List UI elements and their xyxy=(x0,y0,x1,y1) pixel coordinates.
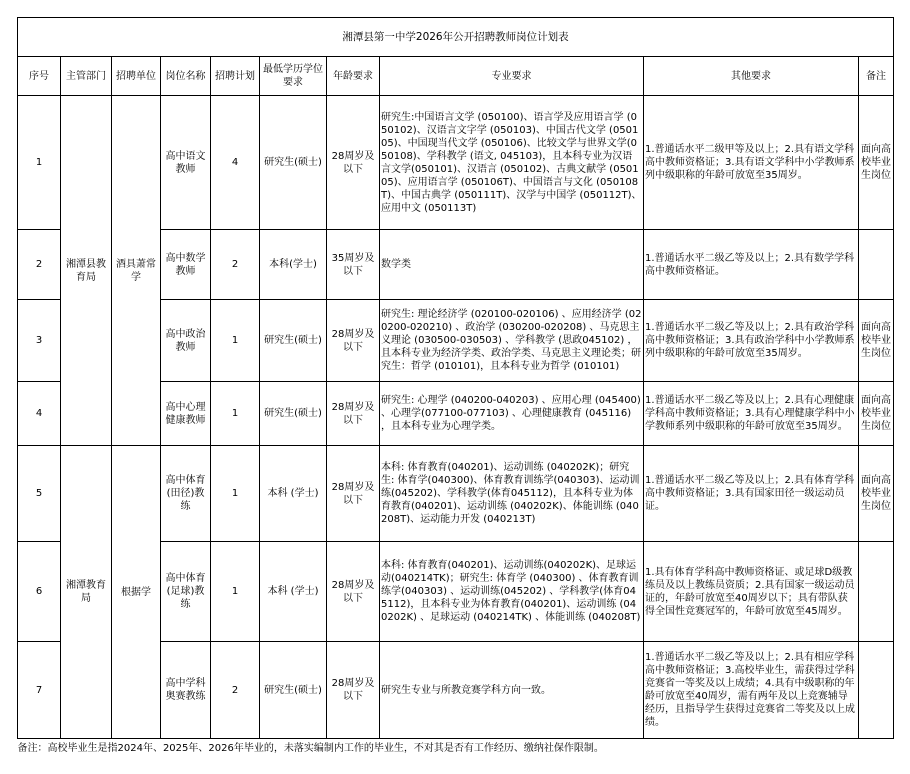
row-remark: 面向高校毕业生岗位 xyxy=(859,96,894,230)
row-edu: 研究生(硕士) xyxy=(260,300,327,382)
row-other: 1.普通话水平二级乙等及以上；2.具有心理健康学科高中教师资格证；3.具有心理健康学科中小学教师系列中级职称的年龄可放宽至35周岁。 xyxy=(644,382,859,446)
row-count: 1 xyxy=(211,542,260,642)
row-edu: 研究生(硕士) xyxy=(260,96,327,230)
header-major: 专业要求 xyxy=(380,57,644,96)
header-unit: 招聘单位 xyxy=(112,57,161,96)
row-age: 28周岁及以下 xyxy=(327,446,380,542)
row-count: 2 xyxy=(211,642,260,739)
row-no: 2 xyxy=(18,230,61,300)
recruitment-plan-sheet xyxy=(17,17,893,757)
row-post: 高中体育(足球)教练 xyxy=(161,542,211,642)
row-major: 本科: 体育教育(040201)、运动训练 (040202K)；研究生: 体育学(040300)、体育教育训练学(040303)、运动训练(045202)、学科教学(体育045112)，且本科专业为体育教育(040201)、运动训练 (040202K)、体能训练 (040208T)、运动能力开发 (040213T) xyxy=(380,446,644,542)
header-other: 其他要求 xyxy=(644,57,859,96)
row-remark xyxy=(859,542,894,642)
table-row xyxy=(18,446,894,542)
row-age: 28周岁及以下 xyxy=(327,300,380,382)
row-edu: 本科 (学士) xyxy=(260,446,327,542)
row-age: 35周岁及以下 xyxy=(327,230,380,300)
row-major: 本科: 体育教育(040201)、运动训练(040202K)、足球运动(040214TK)；研究生: 体育学 (040300) 、体育教育训练学(040303) 、运动训练(045202) 、学科教学(体育045112)，且本科专业为体育教育(040201)、运动训练 (040202K) 、足球运动 (040214TK) 、体能训练 (040208T) xyxy=(380,542,644,642)
header-no: 序号 xyxy=(18,57,61,96)
row-age: 28周岁及以下 xyxy=(327,96,380,230)
row-count: 1 xyxy=(211,446,260,542)
row-age: 28周岁及以下 xyxy=(327,382,380,446)
row-other: 1.普通话水平二级乙等及以上；2.具有相应学科高中教师资格证；3.高校毕业生，需获得过学科竞赛省一等奖及以上成绩；4.具有中级职称的年龄可放宽至40周岁，需有两年及以上竞赛辅导经历，且指导学生获得过竞赛省二等奖及以上成绩。 xyxy=(644,642,859,739)
row-post: 高中政治教师 xyxy=(161,300,211,382)
row-no: 4 xyxy=(18,382,61,446)
row-edu: 研究生(硕士) xyxy=(260,382,327,446)
table-title: 湘潭县第一中学2026年公开招聘教师岗位计划表 xyxy=(18,18,894,57)
row-post: 高中心理健康教师 xyxy=(161,382,211,446)
row-remark xyxy=(859,230,894,300)
row-other: 1.普通话水平二级甲等及以上；2.具有语文学科高中教师资格证；3.具有语文学科中小学教师系列中级职称的年龄可放宽至35周岁。 xyxy=(644,96,859,230)
row-major: 研究生: 心理学 (040200-040203) 、应用心理 (045400) 、心理学(077100-077103) 、心理健康教育 (045116) ，且本科专业为心理学类。 xyxy=(380,382,644,446)
row-post: 高中语文教师 xyxy=(161,96,211,230)
row-no: 5 xyxy=(18,446,61,542)
recruitment-table xyxy=(17,17,894,757)
table-row xyxy=(18,96,894,230)
row-no: 1 xyxy=(18,96,61,230)
row-remark: 面向高校毕业生岗位 xyxy=(859,446,894,542)
row-count: 2 xyxy=(211,230,260,300)
row-remark: 面向高校毕业生岗位 xyxy=(859,382,894,446)
group-dept: 湘潭县教育局 xyxy=(61,96,112,446)
row-no: 7 xyxy=(18,642,61,739)
row-post: 高中体育(田径)教练 xyxy=(161,446,211,542)
group-unit: 酒具萧常学 xyxy=(112,96,161,446)
header-remark: 备注 xyxy=(859,57,894,96)
row-remark: 面向高校毕业生岗位 xyxy=(859,300,894,382)
header-post: 岗位名称 xyxy=(161,57,211,96)
row-post: 高中学科奥赛教练 xyxy=(161,642,211,739)
row-no: 6 xyxy=(18,542,61,642)
header-age: 年龄要求 xyxy=(327,57,380,96)
row-edu: 研究生(硕士) xyxy=(260,642,327,739)
row-age: 28周岁及以下 xyxy=(327,542,380,642)
row-no: 3 xyxy=(18,300,61,382)
row-major: 研究生:中国语言文学 (050100)、语言学及应用语言学 (050102)、汉语言文字学 (050103)、中国古代文学 (050105)、中国现当代文学 (050106)、比较文学与世界文学(050108)、学科教学 (语文, 045103)，且本科专业为汉语言文学(050101)、汉语言 (050102)、古典文献学 (050105)、应用语言学 (050106T)、中国语言与文化 (050108T)、中国古典学 (050111T)、汉学与中国学 (050112T)、应用中文 (050113T) xyxy=(380,96,644,230)
row-other: 1.普通话水平二级乙等及以上；2.具有体育学科高中教师资格证；3.具有国家田径一级运动员证。 xyxy=(644,446,859,542)
footnote: 备注：高校毕业生是指2024年、2025年、2026年毕业的，未落实编制内工作的毕业生，不对其是否有工作经历、缴纳社保作限制。 xyxy=(17,742,604,754)
row-remark xyxy=(859,642,894,739)
row-count: 1 xyxy=(211,300,260,382)
row-edu: 本科 (学士) xyxy=(260,542,327,642)
header-count: 招聘计划 xyxy=(211,57,260,96)
group-dept: 湘潭教育局 xyxy=(61,446,112,739)
row-count: 4 xyxy=(211,96,260,230)
row-major: 研究生专业与所教竞赛学科方向一致。 xyxy=(380,642,644,739)
row-edu: 本科(学士) xyxy=(260,230,327,300)
row-major: 数学类 xyxy=(380,230,644,300)
header-dept: 主管部门 xyxy=(61,57,112,96)
row-age: 28周岁及以下 xyxy=(327,642,380,739)
row-other: 1.普通话水平二级乙等及以上；2.具有数学学科高中教师资格证。 xyxy=(644,230,859,300)
row-post: 高中数学教师 xyxy=(161,230,211,300)
group-unit: 根据学 xyxy=(112,446,161,739)
row-other: 1.普通话水平二级乙等及以上；2.具有政治学科高中教师资格证；3.具有政治学科中小学教师系列中级职称的年龄可放宽至35周岁。 xyxy=(644,300,859,382)
row-major: 研究生: 理论经济学 (020100-020106) 、应用经济学 (020200-020210) 、政治学 (030200-020208) 、马克思主义理论 (030500-030503) 、学科教学 (思政045102) ，且本科专业为经济学类、政治学类、马克思主义理论类；研究生：哲学 (010101)，且本科专业为哲学 (010101) xyxy=(380,300,644,382)
row-other: 1.具有体育学科高中教师资格证、或足球D级教练员及以上教练员资质；2.具有国家一级运动员证的，年龄可放宽至40周岁以下；具有带队获得全国性竞赛冠军的，年龄可放宽至45周岁。 xyxy=(644,542,859,642)
row-count: 1 xyxy=(211,382,260,446)
header-edu: 最低学历学位要求 xyxy=(260,57,327,96)
